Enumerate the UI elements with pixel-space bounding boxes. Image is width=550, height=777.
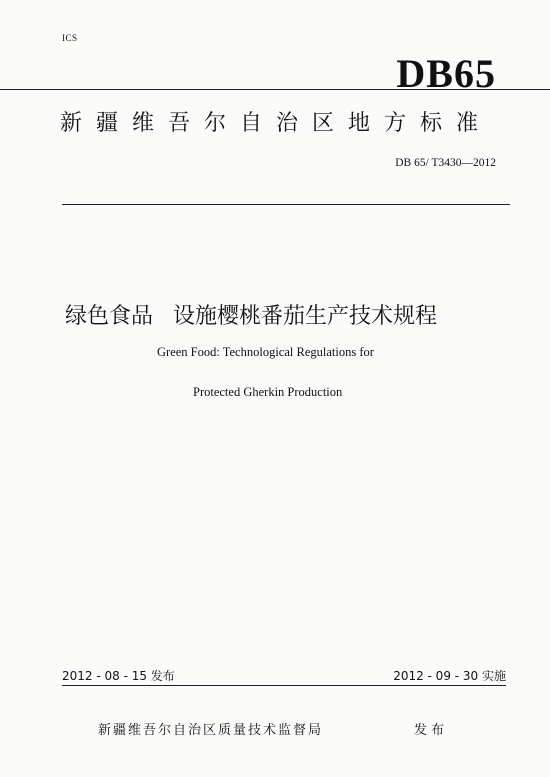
document-title-chinese	[65, 306, 437, 328]
document-title-english-line2: Protected Gherkin Production	[193, 385, 343, 399]
standard-code-logo: DB65	[396, 51, 496, 96]
standard-category-heading: 新疆维吾尔自治区地方标准	[60, 111, 493, 136]
title-chinese-part2: 设施樱桃番茄生产技术规程	[173, 304, 438, 329]
header-divider	[0, 89, 550, 90]
ics-label: ICS	[62, 33, 78, 43]
title-chinese-part1: 绿色食品	[65, 304, 154, 329]
title-divider	[62, 204, 510, 205]
issue-date: 2012 - 08 - 15 发布	[62, 669, 175, 683]
issuing-action: 发布	[414, 723, 449, 738]
implementation-date: 2012 - 09 - 30 实施	[393, 669, 506, 683]
standard-number: DB 65/ T3430—2012	[395, 157, 496, 169]
issuing-authority: 新疆维吾尔自治区质量技术监督局	[98, 723, 324, 738]
footer-divider	[62, 685, 506, 686]
document-title-english-line1: Green Food: Technological Regulations for	[157, 345, 374, 359]
